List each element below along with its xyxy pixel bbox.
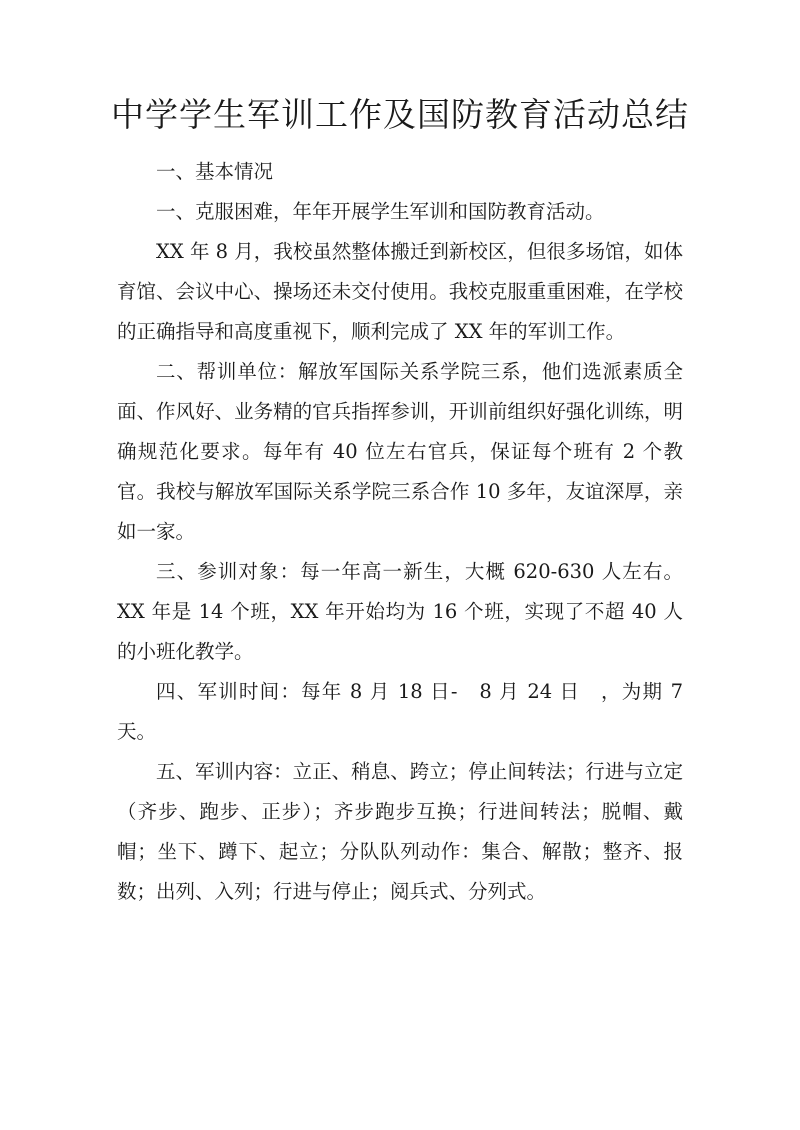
paragraph-training-unit: 二、帮训单位：解放军国际关系学院三系，他们选派素质全面、作风好、业务精的官兵指挥参训，开训前组织好强化训练，明确规范化要求。每年有 40 位左右官兵，保证每个班有 2 个教官。我校与解放军国际关系学院三系合作 10 多年，友谊深厚，亲如一家。	[117, 360, 683, 543]
section-heading-basic-situation: 一、基本情况	[156, 160, 274, 183]
document-body	[117, 152, 683, 912]
paragraph-training-content: 五、军训内容：立正、稍息、跨立；停止间转法；行进与立定（齐步、跑步、正步）；齐步跑步互换；行进间转法；脱帽、戴帽；坐下、蹲下、起立；分队队列动作：集合、解散；整齐、报数；出列、入列；行进与停止；阅兵式、分列式。	[117, 760, 683, 903]
document-title: 中学学生军训工作及国防教育活动总结	[111, 95, 689, 134]
paragraph-participants: 三、参训对象：每一年高一新生，大概 620-630 人左右。XX 年是 14 个班，XX 年开始均为 16 个班，实现了不超 40 人的小班化教学。	[117, 560, 683, 663]
paragraph-new-campus: XX 年 8 月，我校虽然整体搬迁到新校区，但很多场馆，如体育馆、会议中心、操场还未交付使用。我校克服重重困难，在学校的正确指导和高度重视下，顺利完成了 XX 年的军训工作。	[117, 240, 683, 343]
paragraph-training-time: 四、军训时间：每年 8 月 18 日- 8 月 24 日 ，为期 7 天。	[117, 680, 683, 743]
paragraph-overcome-difficulties: 一、克服困难，年年开展学生军训和国防教育活动。	[156, 200, 605, 223]
